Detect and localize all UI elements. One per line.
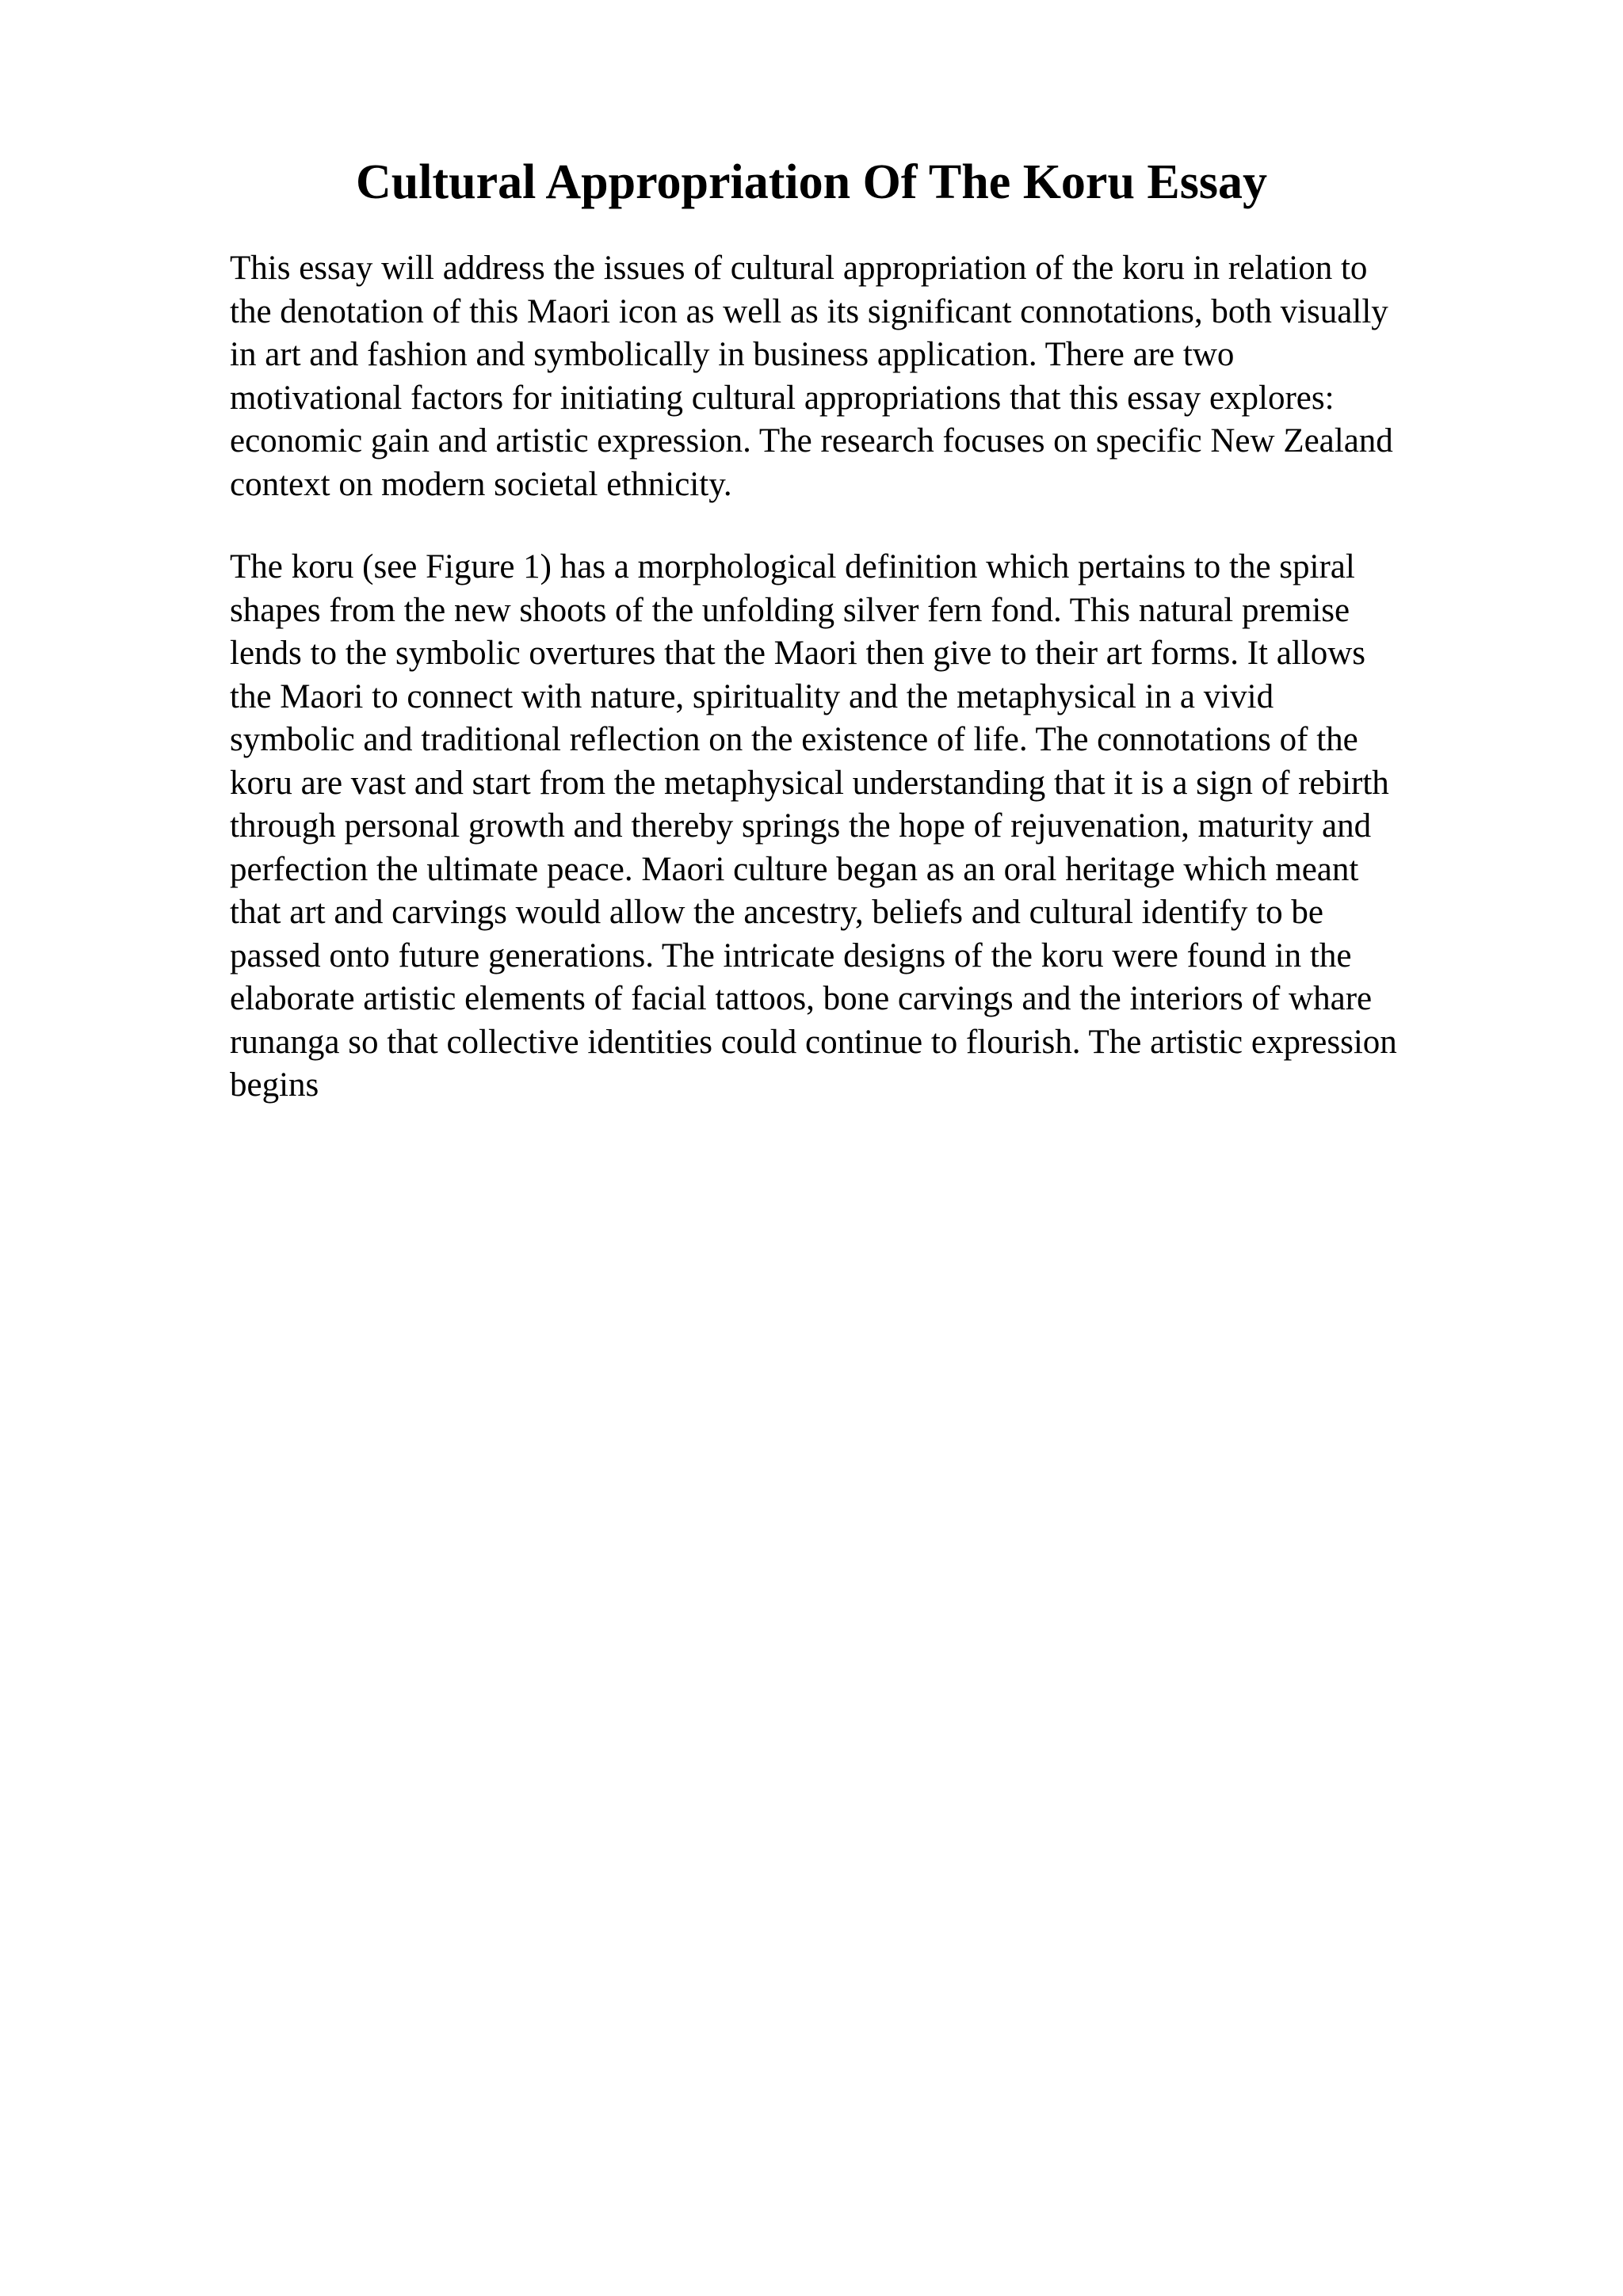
- text-line: shapes from the new shoots of the unfolding silver fern fond. This natural premise: [230, 591, 1350, 629]
- paragraph-koru-definition: [230, 546, 1514, 1108]
- text-line: the denotation of this Maori icon as well as its significant connotations, both visually: [230, 292, 1388, 330]
- text-line: koru are vast and start from the metaphysical understanding that it is a sign of rebirth: [230, 764, 1389, 802]
- text-line: This essay will address the issues of cultural appropriation of the koru in relation to: [230, 250, 1368, 287]
- document-title: Cultural Appropriation Of The Koru Essay: [355, 155, 1268, 209]
- text-line: elaborate artistic elements of facial tattoos, bone carvings and the interiors of whare: [230, 980, 1373, 1017]
- text-line: lends to the symbolic overtures that the Maori then give to their art forms. It allows: [230, 635, 1366, 672]
- text-line: perfection the ultimate peace. Maori culture began as an oral heritage which meant: [230, 850, 1359, 888]
- text-line: economic gain and artistic expression. The research focuses on specific New Zealand: [230, 422, 1393, 460]
- text-line: The koru (see Figure 1) has a morphological definition which pertains to the spiral: [230, 548, 1355, 585]
- text-line: context on modern societal ethnicity.: [230, 465, 732, 503]
- text-line: the Maori to connect with nature, spirituality and the metaphysical in a vivid: [230, 677, 1274, 715]
- text-line: through personal growth and thereby springs the hope of rejuvenation, maturity and: [230, 807, 1372, 845]
- text-line: motivational factors for initiating cultural appropriations that this essay explores:: [230, 379, 1335, 417]
- text-line: begins: [230, 1066, 319, 1104]
- text-line: that art and carvings would allow the ancestry, beliefs and cultural identify to be: [230, 894, 1323, 931]
- text-line: runanga so that collective identities could continue to flourish. The artistic expression: [230, 1023, 1397, 1061]
- paragraph-intro: [230, 247, 1514, 506]
- text-line: passed onto future generations. The intricate designs of the koru were found in the: [230, 936, 1352, 974]
- text-line: symbolic and traditional reflection on the existence of life. The connotations of the: [230, 721, 1358, 758]
- text-line: in art and fashion and symbolically in business application. There are two: [230, 336, 1235, 373]
